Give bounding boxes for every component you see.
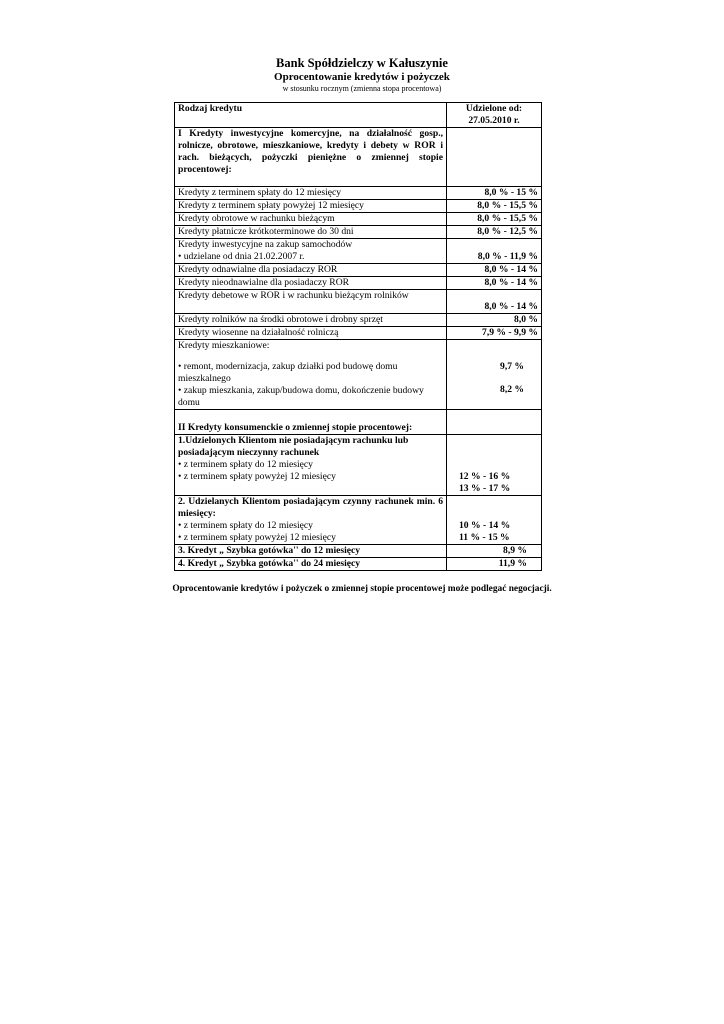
table-row bbox=[175, 187, 542, 200]
credit-label: Kredyty odnawialne dla posiadaczy ROR bbox=[175, 264, 447, 277]
credit-label: Kredyty obrotowe w rachunku bieżącym bbox=[175, 213, 447, 226]
consumer-2-row bbox=[175, 496, 542, 545]
table-header-row bbox=[175, 103, 542, 128]
consumer-2-cell bbox=[175, 496, 447, 545]
car-credit-cell bbox=[175, 239, 447, 264]
table-row bbox=[175, 226, 542, 239]
consumer-1-cell bbox=[175, 435, 447, 496]
credit-rate: 8,0 % - 14 % bbox=[447, 264, 542, 277]
consumer-2-rate-2: 11 % - 15 % bbox=[459, 532, 510, 543]
cash-credit-label: 4. Kredyt „ Szybka gotówka'' do 24 miesięcy bbox=[175, 558, 447, 571]
table-row bbox=[175, 264, 542, 277]
credit-rate: 7,9 % - 9,9 % bbox=[447, 327, 542, 340]
consumer-1-rate-2: 13 % - 17 % bbox=[459, 483, 511, 494]
table-row bbox=[175, 213, 542, 226]
col-header-credit-type: Rodzaj kredytu bbox=[175, 103, 447, 128]
table-row bbox=[175, 200, 542, 213]
credit-label: Kredyty z terminem spłaty do 12 miesięcy bbox=[175, 187, 447, 200]
credit-rate: 8,0 % - 14 % bbox=[447, 277, 542, 290]
housing-rates bbox=[447, 340, 542, 410]
consumer-2-item-1: • z terminem spłaty do 12 miesięcy bbox=[178, 520, 313, 531]
housing-item-2: • zakup mieszkania, zakup/budowa domu, dokończenie budowy domu bbox=[178, 385, 424, 408]
document-subtitle: Oprocentowanie kredytów i pożyczek bbox=[274, 71, 450, 83]
housing-rate-2: 8,2 % bbox=[500, 384, 524, 395]
section-1-row bbox=[175, 128, 542, 187]
cash-credit-rate: 11,9 % bbox=[447, 558, 542, 571]
cash-credit-label: 3. Kredyt „ Szybka gotówka'' do 12 miesięcy bbox=[175, 545, 447, 558]
housing-row bbox=[175, 340, 542, 410]
consumer-1-rates bbox=[447, 435, 542, 496]
credit-rate: 8,0 % - 15 % bbox=[447, 187, 542, 200]
credit-label: Kredyty wiosenne na działalność rolniczą bbox=[175, 327, 447, 340]
consumer-2-title: 2. Udzielanych Klientom posiadającym czynny rachunek min. 6 miesięcy: bbox=[178, 496, 443, 519]
consumer-2-item-2: • z terminem spłaty powyżej 12 miesięcy bbox=[178, 532, 336, 543]
consumer-1-title: 1.Udzielonych Klientom nie posiadającym rachunku lub posiadającym nieczynny rachunek bbox=[178, 435, 409, 458]
housing-rate-1: 9,7 % bbox=[500, 361, 524, 372]
table-row bbox=[175, 277, 542, 290]
car-credit-date: • udzielane od dnia 21.02.2007 r. bbox=[178, 251, 305, 262]
credit-rate: 8,0 % - 14 % bbox=[447, 290, 542, 314]
credit-rate: 8,0 % - 12,5 % bbox=[447, 226, 542, 239]
section-1-title: I Kredyty inwestycyjne komercyjne, na działalność gosp., rolnicze, obrotowe, mieszkaniowe, kredyty i debety w ROR i rach. bieżących, pożyczki pieniężne o zmiennej stopie procentowej: bbox=[175, 128, 447, 187]
col-header-granted-from bbox=[447, 103, 542, 128]
credit-rate: 8,0 % - 11,9 % bbox=[447, 239, 542, 264]
table-row bbox=[175, 239, 542, 264]
consumer-1-item-2: • z terminem spłaty powyżej 12 miesięcy bbox=[178, 471, 336, 482]
table-row bbox=[175, 290, 542, 314]
consumer-2-rate-1: 10 % - 14 % bbox=[459, 520, 511, 531]
consumer-2-rates bbox=[447, 496, 542, 545]
section-2-title: II Kredyty konsumenckie o zmiennej stopie procentowej: bbox=[175, 410, 447, 435]
interest-rate-table bbox=[174, 102, 542, 571]
section-2-row bbox=[175, 410, 542, 435]
credit-rate: 8,0 % - 15,5 % bbox=[447, 200, 542, 213]
credit-rate: 8,0 % - 15,5 % bbox=[447, 213, 542, 226]
housing-item-1: • remont, modernizacja, zakup działki pod budowę domu mieszkalnego bbox=[178, 361, 398, 384]
document-title: Bank Spółdzielczy w Kałuszynie bbox=[276, 56, 448, 70]
credit-label: Kredyty nieodnawialne dla posiadaczy ROR bbox=[175, 277, 447, 290]
credit-label: Kredyty debetowe w ROR i w rachunku bieżącym rolników bbox=[175, 290, 447, 314]
credit-label: Kredyty z terminem spłaty powyżej 12 miesięcy bbox=[175, 200, 447, 213]
credit-label: Kredyty rolników na środki obrotowe i drobny sprzęt bbox=[175, 314, 447, 327]
granted-from-label: Udzielone od: bbox=[465, 103, 523, 114]
housing-title: Kredyty mieszkaniowe: bbox=[178, 340, 270, 351]
credit-rate: 8,0 % bbox=[447, 314, 542, 327]
table-row bbox=[175, 558, 542, 571]
consumer-1-item-1: • z terminem spłaty do 12 miesięcy bbox=[178, 459, 313, 470]
car-credit-label: Kredyty inwestycyjne na zakup samochodów bbox=[178, 239, 353, 250]
credit-label: Kredyty płatnicze krótkoterminowe do 30 dni bbox=[175, 226, 447, 239]
housing-cell bbox=[175, 340, 447, 410]
negotiation-note: Oprocentowanie kredytów i pożyczek o zmiennej stopie procentowej może podlegać negocjacji. bbox=[172, 584, 552, 594]
document-note: w stosunku rocznym (zmienna stopa procentowa) bbox=[282, 84, 442, 93]
table-row bbox=[175, 545, 542, 558]
cash-credit-rate: 8,9 % bbox=[447, 545, 542, 558]
table-row bbox=[175, 314, 542, 327]
table-row bbox=[175, 327, 542, 340]
consumer-1-row bbox=[175, 435, 542, 496]
granted-from-date: 27.05.2010 r. bbox=[468, 115, 520, 126]
consumer-1-rate-1: 12 % - 16 % bbox=[459, 471, 511, 482]
